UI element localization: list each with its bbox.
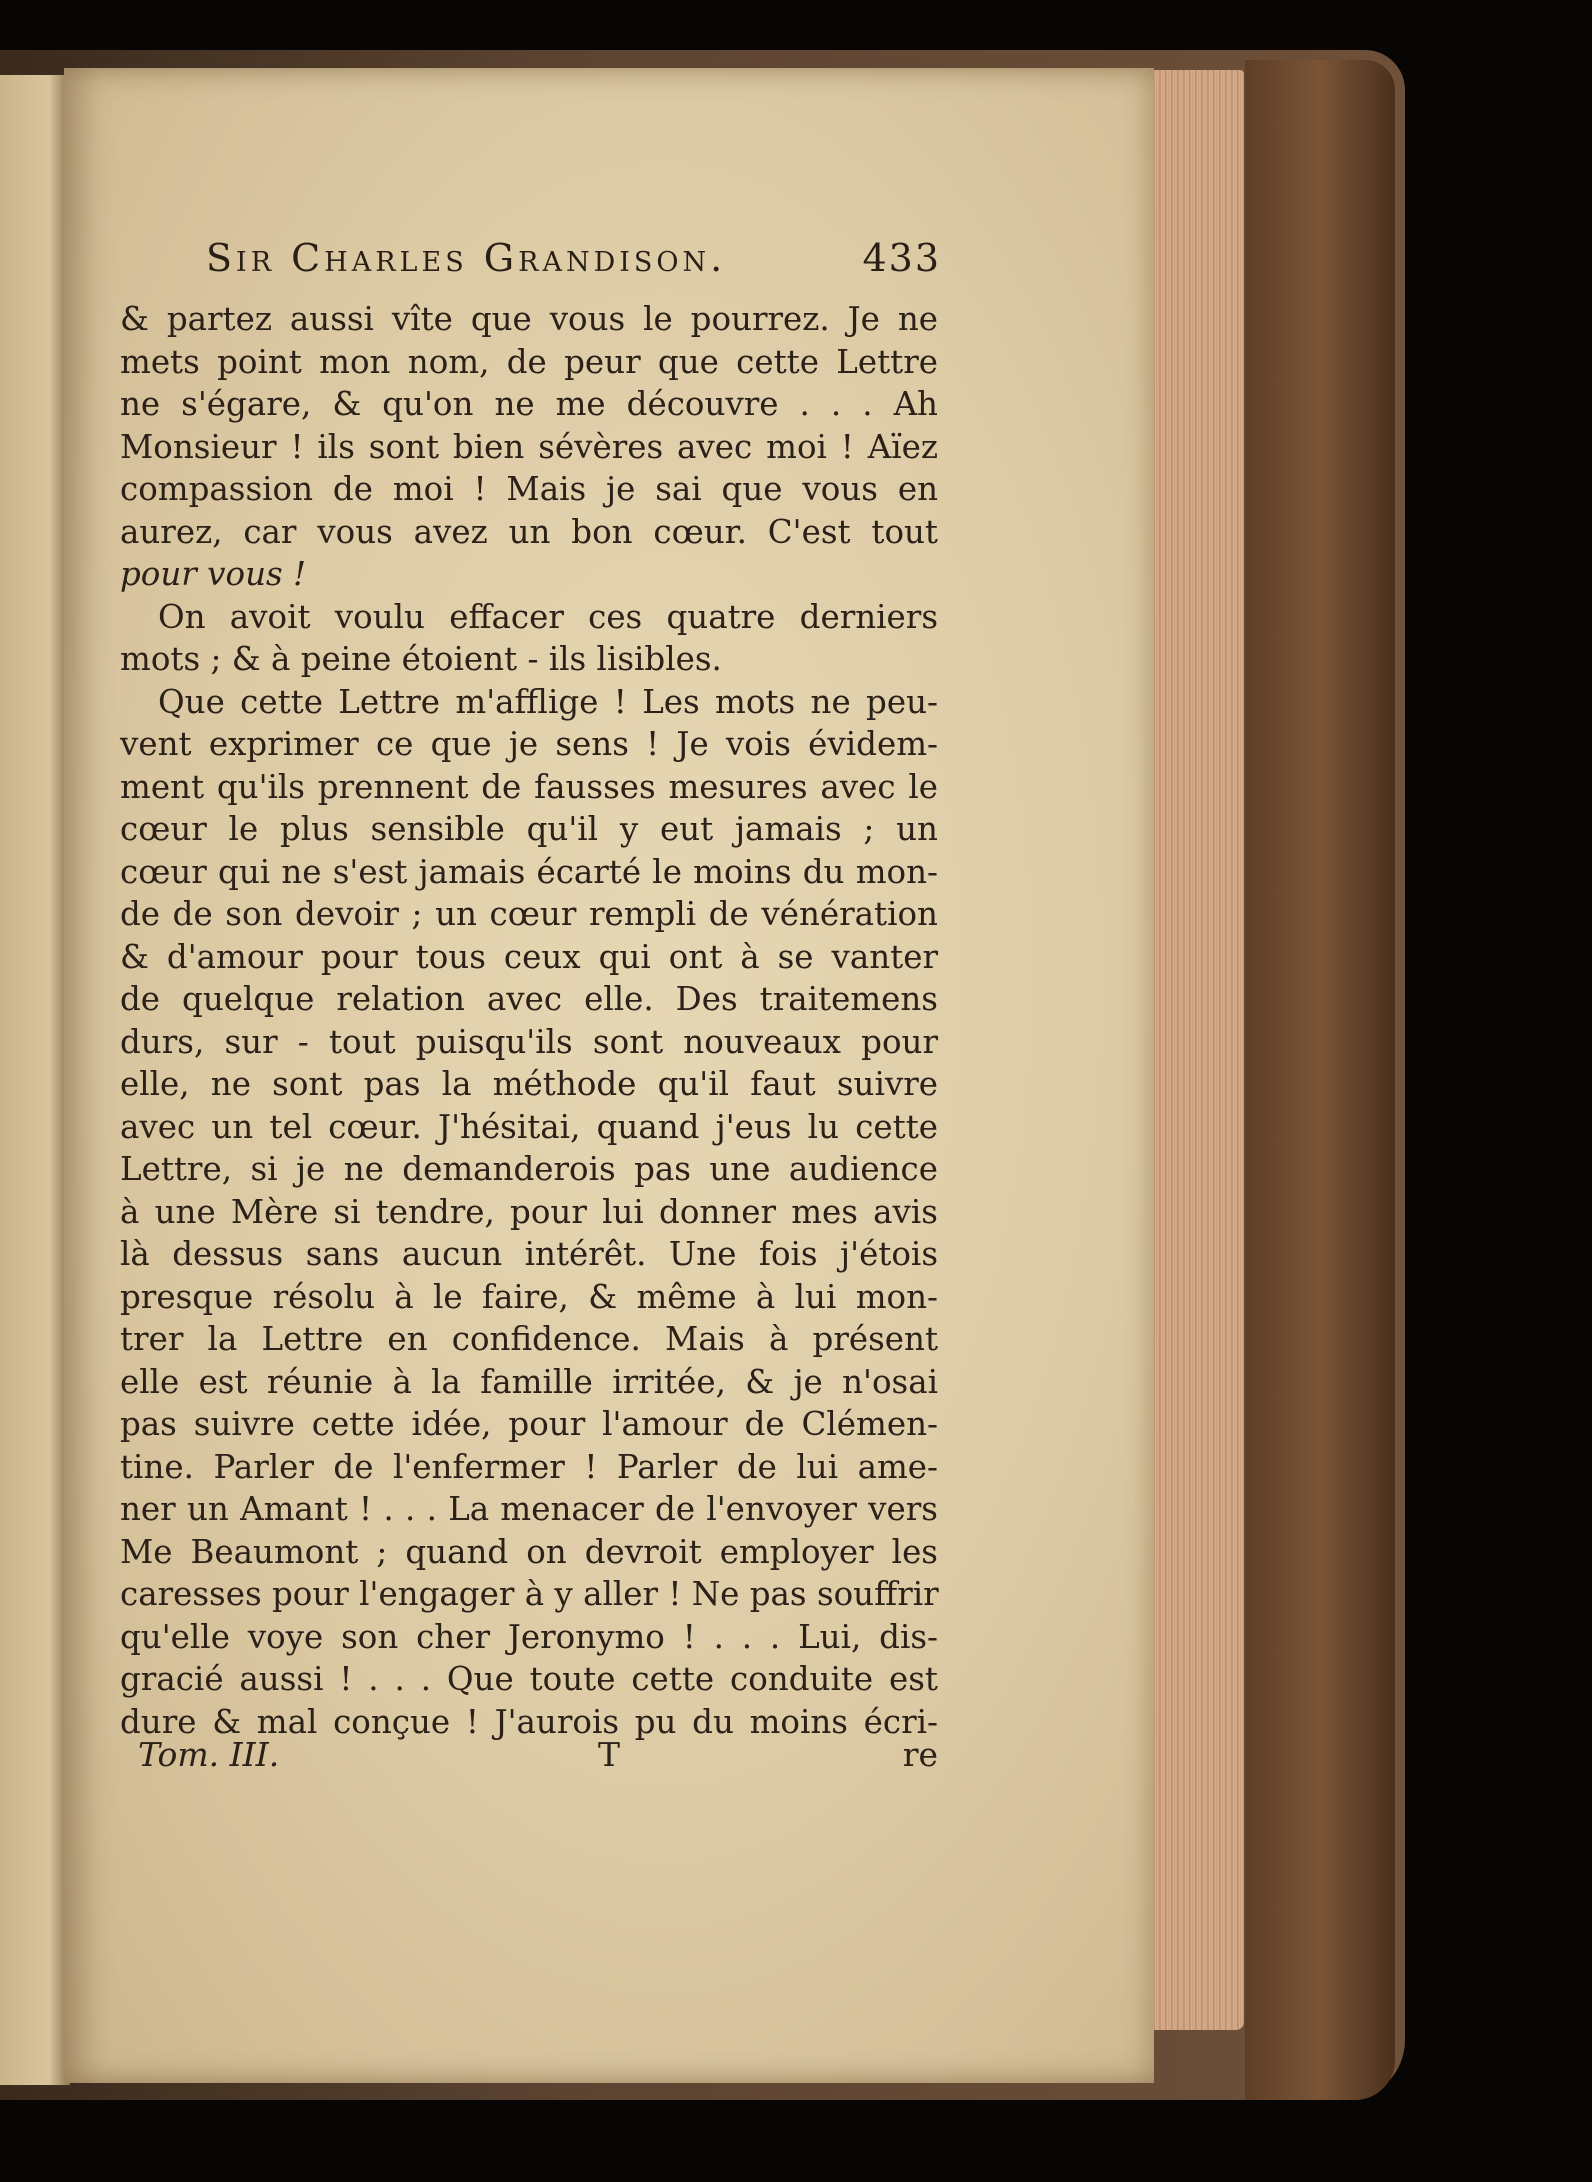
text-line: durs, sur - tout puisqu'ils sont nouveaux pour <box>120 1022 938 1061</box>
text-line: ne s'égare, & qu'on ne me découvre . . . Ah <box>120 385 938 423</box>
text-line: Monsieur ! ils sont bien sévères avec moi ! Aïez <box>120 427 938 466</box>
text-line: presque résolu à le faire, & même à lui mon- <box>120 1277 938 1316</box>
text-line: à une Mère si tendre, pour lui donner mes avis <box>120 1192 938 1231</box>
text-line: elle est réunie à la famille irritée, & je n'osai <box>120 1362 938 1401</box>
signature-mark: T <box>598 1735 621 1774</box>
book-cover-right <box>1245 60 1395 2100</box>
text-line: de quelque relation avec elle. Des traitemens <box>120 980 938 1018</box>
text-line: Me Beaumont ; quand on devroit employer les <box>120 1532 938 1571</box>
text-line: elle, ne sont pas la méthode qu'il faut suivre <box>120 1065 938 1103</box>
catchword: re <box>902 1735 938 1774</box>
text-line: On avoit voulu effacer ces quatre derniers <box>158 597 938 636</box>
text-line: compassion de moi ! Mais je sai que vous en <box>120 470 938 508</box>
text-line: cœur le plus sensible qu'il y eut jamais ; un <box>120 810 938 848</box>
volume-signature: Tom. III. <box>138 1735 280 1774</box>
text-line: vent exprimer ce que je sens ! Je vois évidem- <box>120 725 938 763</box>
text-line: aurez, car vous avez un bon cœur. C'est tout <box>120 512 938 551</box>
previous-page-edge <box>0 75 70 2085</box>
body-text <box>120 298 938 1743</box>
text-line: Lettre, si je ne demanderois pas une audience <box>120 1150 938 1188</box>
text-line: mots ; & à peine étoient - ils lisibles. <box>120 640 722 678</box>
text-line: & d'amour pour tous ceux qui ont à se vanter <box>120 937 938 976</box>
text-line: Que cette Lettre m'afflige ! Les mots ne peu- <box>158 682 938 721</box>
running-title: Sir Charles Grandison. <box>206 236 727 280</box>
text-line: trer la Lettre en confidence. Mais à présent <box>120 1320 938 1358</box>
running-header <box>206 236 941 286</box>
page-block-edges <box>1144 70 1244 2030</box>
text-line: gracié aussi ! . . . Que toute cette conduite est <box>120 1660 938 1698</box>
text-line: & partez aussi vîte que vous le pourrez. Je ne <box>120 300 938 338</box>
text-line: caresses pour l'engager à y aller ! Ne pas souffrir <box>120 1575 939 1613</box>
page-footer <box>138 1735 938 1780</box>
text-line: pour vous ! <box>120 555 307 593</box>
text-line: ner un Amant ! . . . La menacer de l'envoyer vers <box>120 1490 938 1528</box>
text-line: qu'elle voye son cher Jeronymo ! . . . Lui, dis- <box>120 1617 938 1656</box>
text-line: avec un tel cœur. J'hésitai, quand j'eus lu cette <box>120 1107 938 1146</box>
text-line: dure & mal conçue ! J'aurois pu du moins écri- <box>120 1702 938 1741</box>
text-line: tine. Parler de l'enfermer ! Parler de lui ame- <box>120 1447 938 1486</box>
text-line: cœur qui ne s'est jamais écarté le moins du mon- <box>120 852 938 891</box>
page-number: 433 <box>862 236 941 280</box>
text-line: de de son devoir ; un cœur rempli de vénération <box>120 895 938 933</box>
text-line: mets point mon nom, de peur que cette Lettre <box>120 342 938 381</box>
text-line: ment qu'ils prennent de fausses mesures avec le <box>120 767 938 806</box>
text-line: pas suivre cette idée, pour l'amour de Clémen- <box>120 1405 938 1443</box>
text-line: là dessus sans aucun intérêt. Une fois j'étois <box>120 1235 938 1273</box>
